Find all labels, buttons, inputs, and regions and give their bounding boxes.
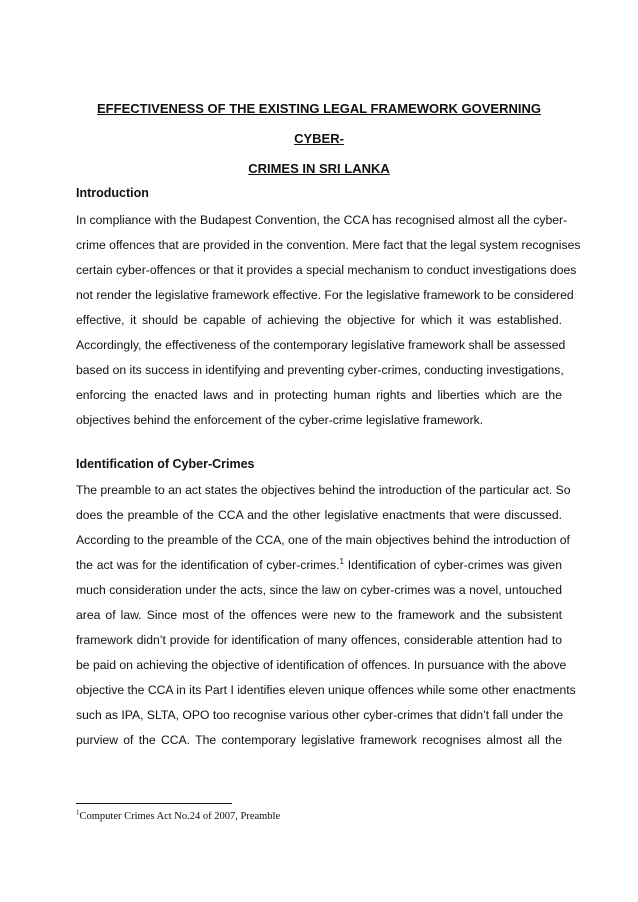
paragraph-line: purview of the CCA. The contemporary legislative framework recognises almost all the bbox=[76, 733, 562, 747]
paragraph-line: In compliance with the Budapest Convention, the CCA has recognised almost all the cyber- bbox=[76, 213, 568, 227]
section-heading-identification: Identification of Cyber-Crimes bbox=[76, 457, 255, 471]
paragraph-line: Accordingly, the effectiveness of the contemporary legislative framework shall be assessed bbox=[76, 338, 566, 352]
footnote-reference[interactable]: 1 bbox=[339, 556, 344, 566]
paragraph-line: not render the legislative framework effective. For the legislative framework to be considered bbox=[76, 288, 574, 302]
paragraph-line: effective, it should be capable of achieving the objective for which it was established. bbox=[76, 313, 562, 327]
paragraph-line: based on its success in identifying and preventing cyber-crimes, conducting investigations, bbox=[76, 363, 564, 377]
title-line-1: EFFECTIVENESS OF THE EXISTING LEGAL FRAMEWORK GOVERNING CYBER- bbox=[97, 101, 541, 146]
footnote-text: Computer Crimes Act No.24 of 2007, Preamble bbox=[79, 811, 281, 822]
paragraph-line: The preamble to an act states the objectives behind the introduction of the particular act. So bbox=[76, 483, 571, 497]
paragraph-line: such as IPA, SLTA, OPO too recognise various other cyber-crimes that didn’t fall under the bbox=[76, 708, 564, 722]
paragraph-line: objective the CCA in its Part I identifies eleven unique offences while some other enactments bbox=[76, 683, 576, 697]
paragraph-line: does the preamble of the CCA and the other legislative enactments that were discussed. bbox=[76, 508, 562, 522]
paragraph-text: Identification of cyber-crimes was given bbox=[343, 558, 562, 572]
paragraph-line: crime offences that are provided in the convention. Mere fact that the legal system recognises bbox=[76, 238, 581, 252]
paragraph-line: According to the preamble of the CCA, one of the main objectives behind the introduction of bbox=[76, 533, 570, 547]
paragraph-line: area of law. Since most of the offences were new to the framework and the subsistent bbox=[76, 608, 562, 622]
title-line-2: CRIMES IN SRI LANKA bbox=[248, 161, 390, 176]
introduction-paragraph bbox=[76, 208, 581, 433]
paragraph-line: enforcing the enacted laws and in protecting human rights and liberties which are the bbox=[76, 388, 562, 402]
footnote bbox=[76, 808, 281, 822]
paragraph-line: certain cyber-offences or that it provides a special mechanism to conduct investigations does bbox=[76, 263, 577, 277]
document-title bbox=[76, 94, 562, 184]
paragraph-line: be paid on achieving the objective of identification of offences. In pursuance with the above bbox=[76, 658, 567, 672]
paragraph-text: the act was for the identification of cyber-crimes. bbox=[76, 558, 340, 572]
paragraph-line-with-footnote bbox=[76, 553, 562, 578]
paragraph-line: framework didn’t provide for identification of many offences, considerable attention had to bbox=[76, 633, 562, 647]
footnote-marker: 1 bbox=[76, 808, 80, 817]
footnote-divider bbox=[76, 803, 232, 804]
paragraph-line: objectives behind the enforcement of the cyber-crime legislative framework. bbox=[76, 413, 484, 427]
section-heading-introduction: Introduction bbox=[76, 186, 149, 200]
identification-paragraph bbox=[76, 478, 576, 753]
paragraph-line: much consideration under the acts, since the law on cyber-crimes was a novel, untouched bbox=[76, 583, 562, 597]
